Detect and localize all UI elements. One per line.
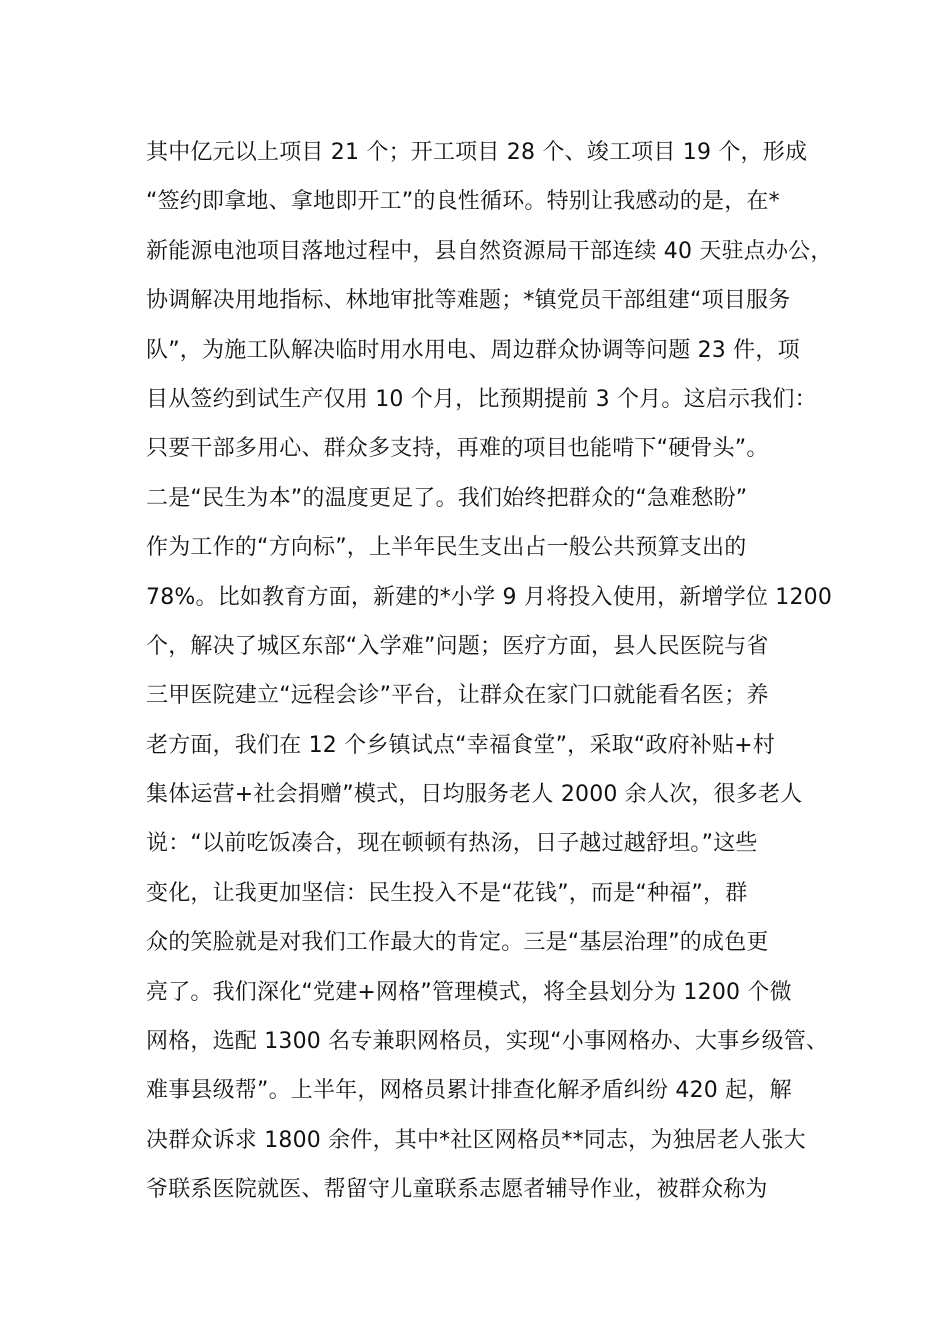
text-line: 协调解决用地指标、林地审批等难题；*镇党员干部组建“项目服务	[146, 288, 791, 314]
text-line: 变化，让我更加坚信：民生投入不是“花钱”，而是“种福”，群	[146, 880, 748, 906]
text-line: 三甲医院建立“远程会诊”平台，让群众在家门口就能看名医；养	[146, 683, 769, 709]
text-line: 老方面，我们在 12 个乡镇试点“幸福食堂”，采取“政府补贴+村	[146, 732, 776, 758]
text-line: 作为工作的“方向标”，上半年民生支出占一般公共预算支出的	[146, 535, 747, 561]
text-line: 难事县级帮”。上半年，网格员累计排查化解矛盾纠纷 420 起，解	[146, 1078, 792, 1104]
text-line: 队”，为施工队解决临时用水用电、周边群众协调等问题 23 件，项	[146, 337, 800, 363]
body-text	[146, 128, 833, 1215]
text-line: 其中亿元以上项目 21 个；开工项目 28 个、竣工项目 19 个，形成	[146, 140, 808, 165]
text-line: 爷联系医院就医、帮留守儿童联系志愿者辅导作业，被群众称为	[146, 1177, 768, 1203]
text-line: 个，解决了城区东部“入学难”问题；医疗方面，县人民医院与省	[146, 633, 769, 659]
text-line: 说：“以前吃饭凑合，现在顿顿有热汤，日子越过越舒坦。”这些	[146, 831, 758, 857]
text-line: 新能源电池项目落地过程中，县自然资源局干部连续 40 天驻点办公，	[146, 238, 833, 264]
text-line: 集体运营+社会捐赠”模式，日均服务老人 2000 余人次，很多老人	[146, 782, 803, 808]
text-line: 网格，选配 1300 名专兼职网格员，实现“小事网格办、大事乡级管、	[146, 1029, 829, 1055]
text-line: 决群众诉求 1800 余件，其中*社区网格员**同志，为独居老人张大	[146, 1127, 806, 1153]
text-line: 78%。比如教育方面，新建的*小学 9 月将投入使用，新增学位 1200	[146, 584, 833, 610]
text-line: 众的笑脸就是对我们工作最大的肯定。三是“基层治理”的成色更	[146, 930, 769, 956]
text-line: “签约即拿地、拿地即开工”的良性循环。特别让我感动的是，在*	[146, 189, 780, 215]
text-line: 亮了。我们深化“党建+网格”管理模式，将全县划分为 1200 个微	[146, 979, 792, 1005]
text-line: 目从签约到试生产仅用 10 个月，比预期提前 3 个月。这启示我们：	[146, 386, 817, 412]
text-line: 只要干部多用心、群众多支持，再难的项目也能啃下“硬骨头”。	[146, 436, 769, 462]
text-line: 二是“民生为本”的温度更足了。我们始终把群众的“急难愁盼”	[146, 485, 748, 511]
